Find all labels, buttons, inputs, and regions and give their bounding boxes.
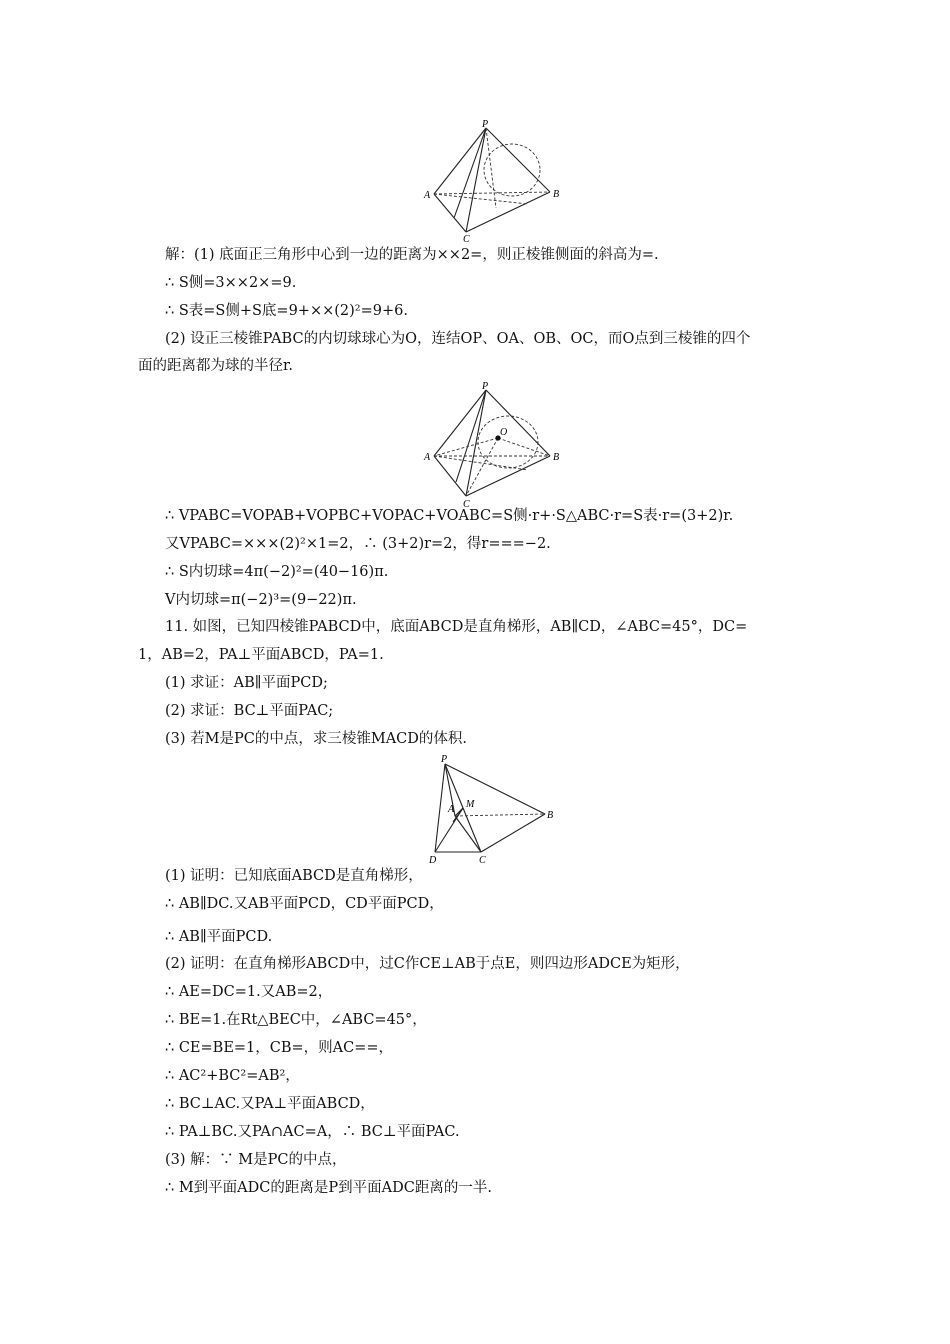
text-line-21: ∴ CE=BE=1，CB=，则AC==， [165, 1040, 394, 1056]
label-b: B [553, 452, 560, 463]
text-line-13: (2) 求证：BC⊥平面PAC; [165, 703, 334, 719]
text-line-2: ∴ S侧=3××2×=9. [165, 275, 297, 291]
label-o: O [500, 427, 508, 438]
text-line-16: ∴ AB∥DC.又AB平面PCD，CD平面PCD， [165, 896, 444, 912]
text-line-7: 又VPABC=×××(2)²×1=2，∴ (3+2)r=2，得r===−2. [165, 536, 551, 552]
label-a: A [424, 190, 431, 201]
label-p: P [441, 754, 448, 765]
text-line-1: 解：(1) 底面正三角形中心到一边的距离为××2=，则正棱锥侧面的斜高为=. [165, 247, 659, 263]
label-c: C [463, 499, 470, 510]
text-line-22: ∴ AC²+BC²=AB²， [165, 1068, 300, 1084]
text-line-14: (3) 若M是PC的中点，求三棱锥MACD的体积. [165, 731, 467, 747]
label-d: D [429, 855, 437, 866]
label-m: M [466, 799, 475, 810]
text-line-6: ∴ VPABC=VOPAB+VOPBC+VOPAC+VOABC=S侧·r+·S△ABC·r=S表·r=(3+2)r. [165, 508, 734, 524]
text-line-4: (2) 设正三棱锥PABC的内切球球心为O，连结OP、OA、OB、OC，而O点到三棱锥的四个 [165, 331, 751, 347]
label-b: B [547, 810, 554, 821]
label-a: A [448, 804, 455, 815]
text-line-23: ∴ BC⊥AC.又PA⊥平面ABCD， [165, 1096, 375, 1112]
text-line-11: 1，AB=2，PA⊥平面ABCD，PA=1. [138, 647, 384, 663]
figure-quadrangular-pyramid [425, 752, 560, 867]
label-b: B [553, 189, 560, 200]
label-c: C [463, 234, 470, 243]
text-line-25: (3) 解：∵ M是PC的中点， [165, 1152, 347, 1168]
figure-pyramid-2 [418, 380, 568, 510]
label-p: P [482, 381, 489, 392]
label-c: C [479, 855, 486, 866]
text-line-18: (2) 证明：在直角梯形ABCD中，过C作CE⊥AB于点E，则四边形ADCE为矩形， [165, 956, 690, 972]
text-line-15: (1) 证明：已知底面ABCD是直角梯形， [165, 868, 423, 884]
text-line-17: ∴ AB∥平面PCD. [165, 929, 273, 945]
text-line-19: ∴ AE=DC=1.又AB=2， [165, 984, 333, 1000]
text-line-8: ∴ S内切球=4π(−2)²=(40−16)π. [165, 564, 389, 580]
text-line-5: 面的距离都为球的半径r. [138, 358, 293, 374]
label-a: A [424, 452, 431, 463]
text-line-9: V内切球=π(−2)³=(9−22)π. [165, 592, 357, 608]
text-line-20: ∴ BE=1.在Rt△BEC中，∠ABC=45°， [165, 1012, 427, 1028]
figure-pyramid-1 [418, 118, 568, 243]
text-line-26: ∴ M到平面ADC的距离是P到平面ADC距离的一半. [165, 1180, 492, 1196]
text-line-24: ∴ PA⊥BC.又PA∩AC=A，∴ BC⊥平面PAC. [165, 1124, 460, 1140]
text-line-12: (1) 求证：AB∥平面PCD; [165, 675, 328, 691]
text-line-3: ∴ S表=S侧+S底=9+××(2)²=9+6. [165, 303, 408, 319]
label-p: P [482, 119, 489, 130]
text-line-10: 11. 如图，已知四棱锥PABCD中，底面ABCD是直角梯形，AB∥CD，∠ABC=45°，DC= [165, 619, 748, 635]
